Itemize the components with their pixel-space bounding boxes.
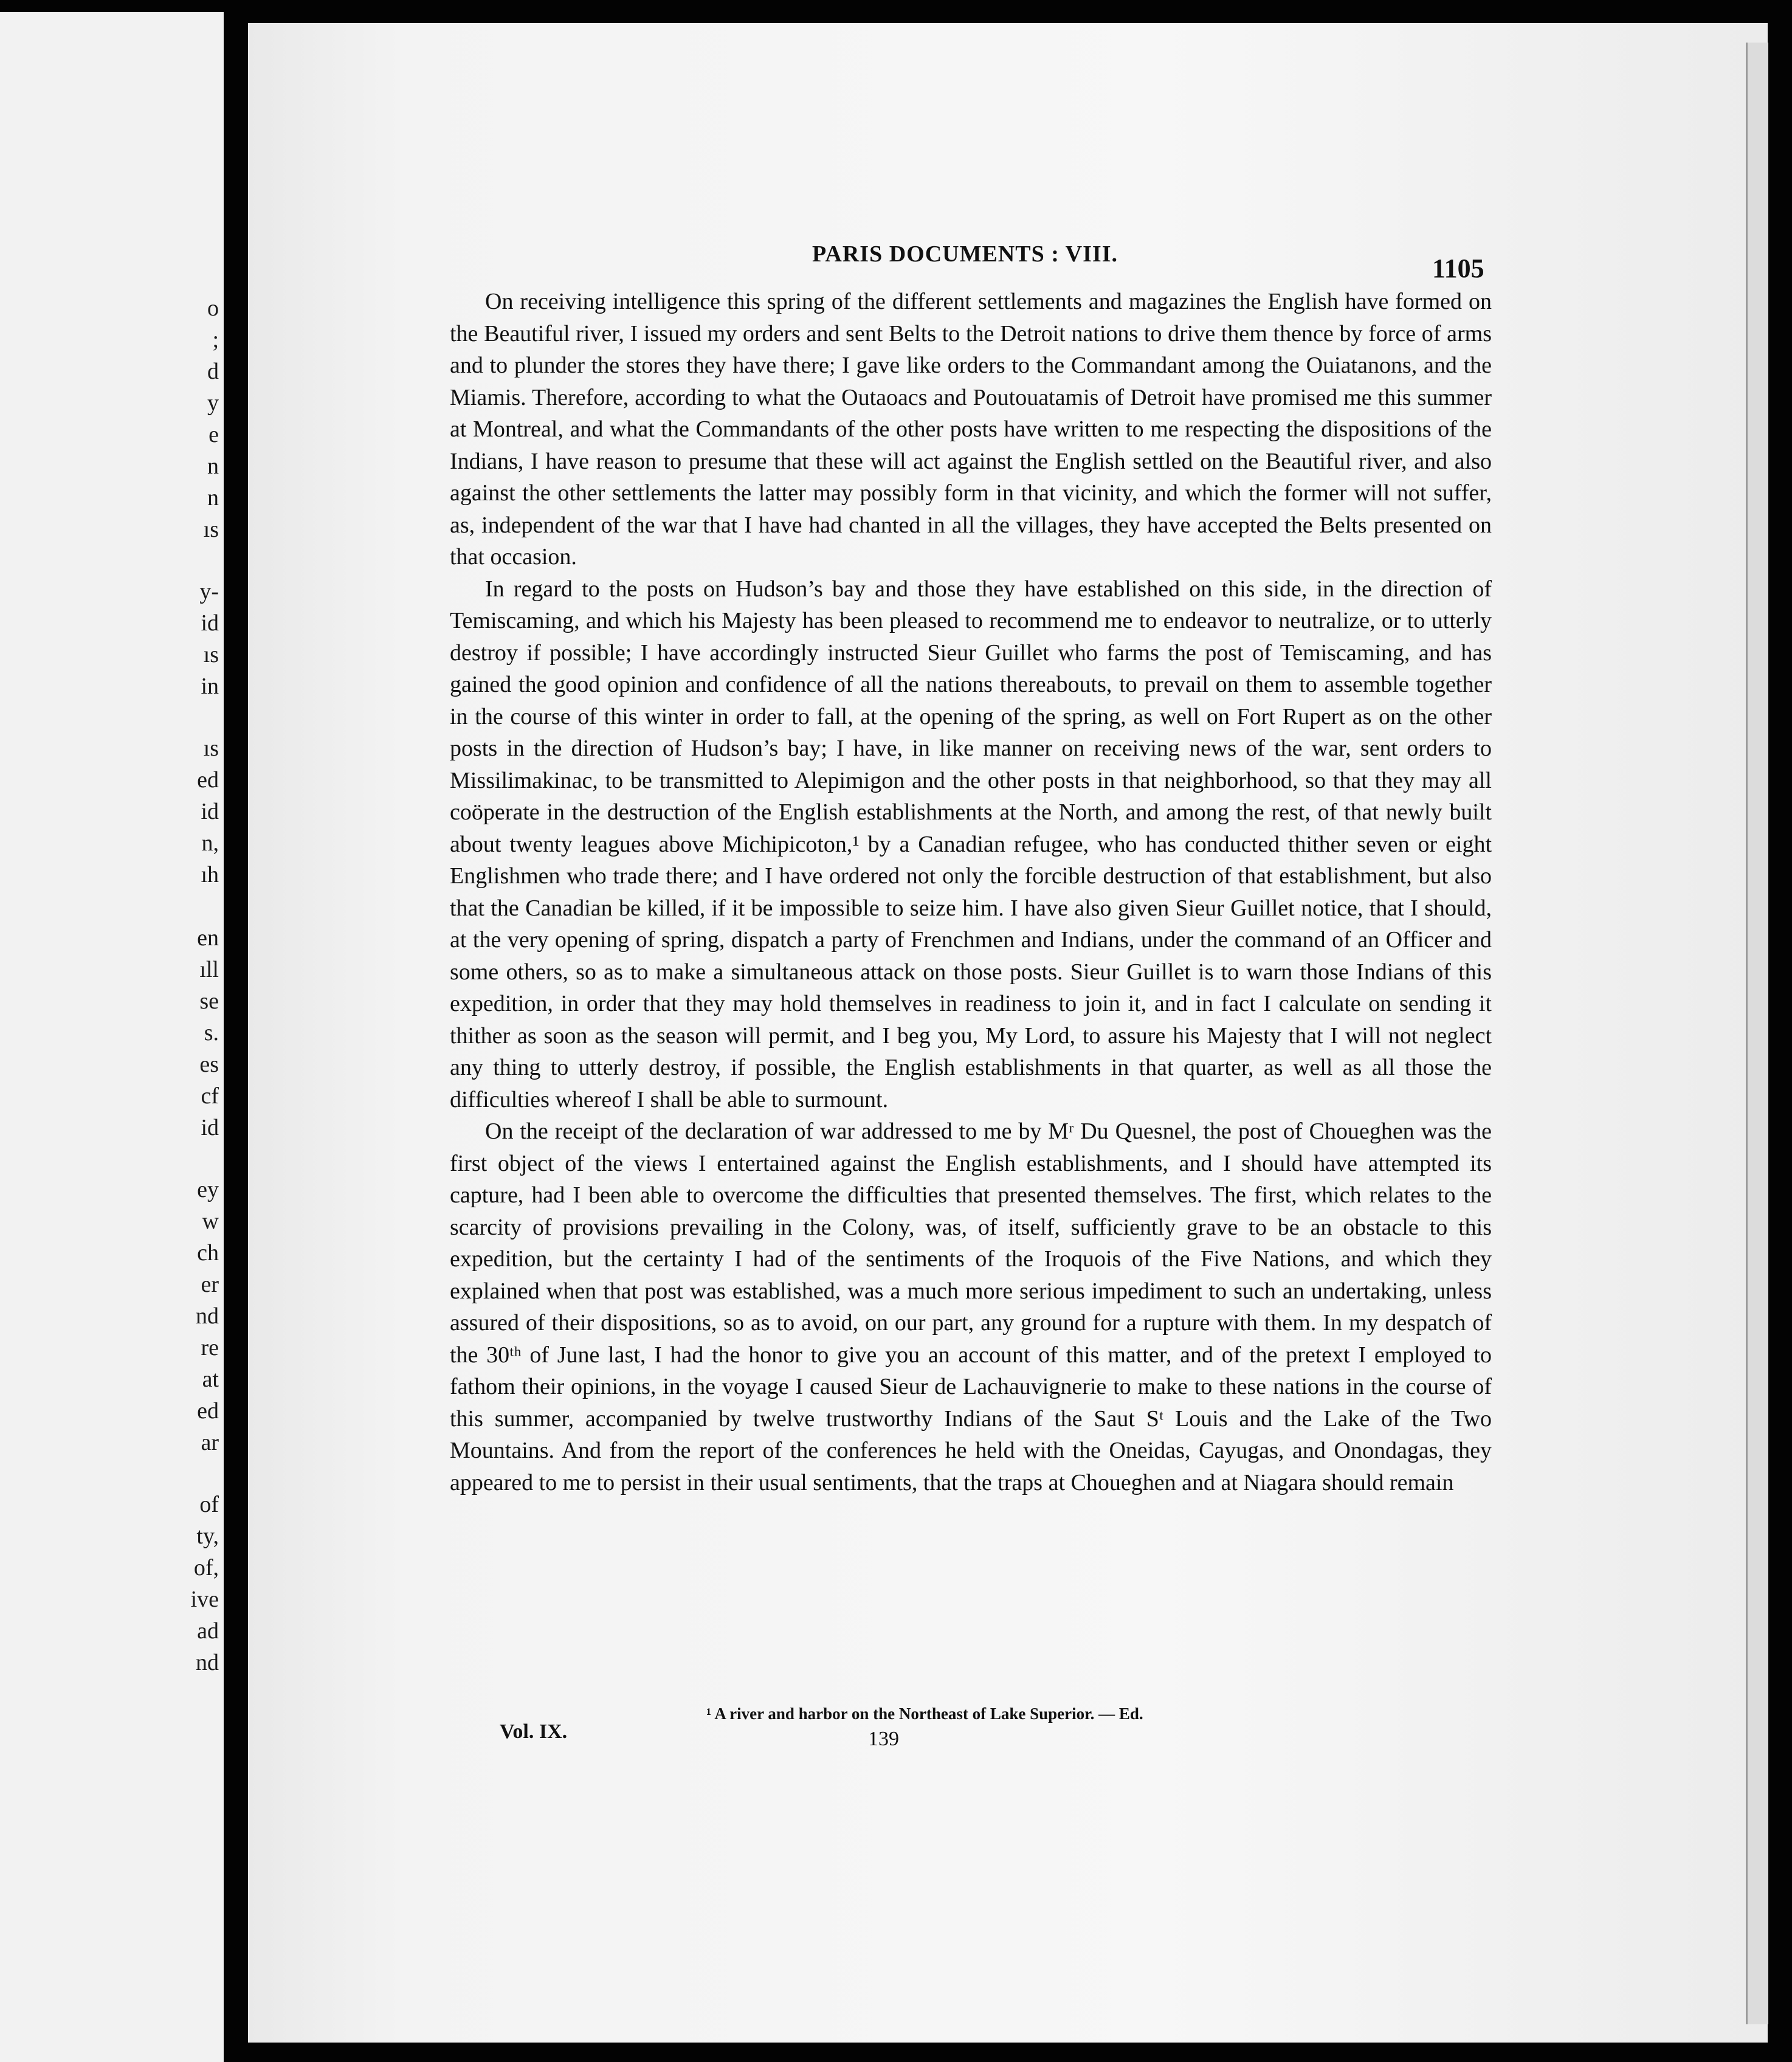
left-page-fragment: nd: [196, 1303, 219, 1329]
volume-label: Vol. IX.: [500, 1720, 568, 1743]
left-page-fragment: ed: [197, 767, 219, 793]
left-page-fragment: e: [208, 422, 219, 447]
left-page-fragment: y-: [199, 579, 219, 604]
running-head: PARIS DOCUMENTS : VIII.: [812, 241, 1118, 267]
left-page-fragment: ar: [201, 1430, 219, 1455]
left-page-fragment: cf: [201, 1083, 219, 1109]
left-page-fragment: er: [201, 1272, 219, 1297]
left-page-fragment: id: [201, 610, 219, 636]
left-page-fragment: ad: [197, 1618, 219, 1644]
left-page-fragment: nd: [196, 1650, 219, 1675]
page-edge: [1746, 43, 1768, 2024]
left-page-fragment: of: [199, 1492, 219, 1517]
left-page-fragment: en: [197, 925, 219, 951]
left-page-fragment: at: [202, 1367, 219, 1392]
left-facing-page: [0, 12, 224, 2062]
left-page-fragment: y: [207, 390, 219, 416]
left-page-fragment: s.: [204, 1020, 219, 1046]
left-page-fragment: n,: [201, 830, 219, 856]
left-page-fragment: id: [201, 799, 219, 824]
left-page-fragment: n: [207, 485, 219, 511]
left-page-fragment: d: [207, 359, 219, 384]
body-text: [450, 286, 1492, 1498]
left-page-fragment: ed: [197, 1398, 219, 1424]
page-number: 1105: [1432, 253, 1484, 283]
paragraph-2: In regard to the posts on Hudson’s bay and those they have established on this side, in the direction of Temiscaming, and which his Majesty has been pleased to recommend me to endeavor to neutralize, or to utterly destroy if possible; I have accordingly instructed Sieur Guillet who farms the post of Temiscaming, and has gained the good opinion and confidence of all the nations thereabouts, to prevail on them to assemble together in the course of this winter in order to fall, at the opening of the spring, as well on Fort Rupert as on the other posts in the direction of Hudson’s bay; I have, in like manner on receiving news of the war, sent orders to Missilimakinac, to be transmitted to Alepimigon and the other posts in that neighborhood, so that they may all coöperate in the destruction of the English establishments at the North, and among the rest, of that newly built about twenty leagues above Michipicoton,¹ by a Canadian refugee, who has conducted thither seven or eight Englishmen who trade there; and I have ordered not only the forcible destruction of that establishment, but also that the Canadian be killed, if it be impossible to seize him. I have also given Sieur Guillet notice, that I should, at the very opening of spring, dispatch a party of Frenchmen and Indians, under the command of an Officer and some others, so as to make a simultaneous attack on those posts. Sieur Guillet is to warn those Indians of this expedition, in order that they may hold themselves in readiness to join it, and in fact I calculate on sending it thither as soon as the season will permit, and I beg you, My Lord, to assure his Majesty that I will not neglect any thing to utterly destroy, if possible, the English establishments in that quarter, as well as all those the difficulties whereof I shall be able to surmount.: [450, 576, 1492, 1112]
left-page-fragment: ıs: [203, 517, 219, 542]
left-page-fragment: ey: [197, 1177, 219, 1202]
left-page-fragment: se: [199, 988, 219, 1014]
paragraph-3: On the receipt of the declaration of war addressed to me by Mʳ Du Quesnel, the post of Choueghen was the first object of the views I entertained against the English establishments, and I should have attempted its capture, had I been able to overcome the difficulties that presented themselves. The first, which relates to the scarcity of provisions prevailing in the Colony, was, of itself, sufficiently grave to be an obstacle to this expedition, but the certainty I had of the sentiments of the Iroquois of the Five Nations, and which they explained when that post was established, was a much more serious impediment to such an undertaking, unless assured of their dispositions, so as to avoid, on our part, any ground for a rupture with them. In my despatch of the 30ᵗʰ of June last, I had the honor to give you an account of this matter, and of the pretext I employed to fathom their opinions, in the voyage I caused Sieur de Lachauvignerie to make to these nations in the course of this summer, accompanied by twelve trustworthy Indians of the Saut Sᵗ Louis and the Lake of the Two Mountains. And from the report of the conferences he held with the Oneidas, Cayugas, and Onondagas, they appeared to me to persist in their usual sentiments, that the traps at Choueghen and at Niagara should remain: [450, 1119, 1492, 1495]
left-page-fragment: ıll: [199, 957, 219, 982]
left-page-fragment: ıs: [203, 736, 219, 761]
left-page-fragment: ive: [190, 1587, 219, 1612]
left-page-fragment: ch: [197, 1240, 219, 1266]
left-page-fragment: w: [202, 1209, 219, 1234]
left-page-fragment: ty,: [196, 1523, 219, 1549]
left-page-fragment: ıh: [201, 862, 219, 888]
left-page-fragment: n: [207, 453, 219, 479]
footnote: ¹ A river and harbor on the Northeast of Lake Superior. — Ed.: [706, 1705, 1143, 1723]
left-page-fragment: ;: [212, 327, 219, 353]
left-page-fragment: of,: [193, 1555, 219, 1581]
left-page-fragment: ıs: [203, 642, 219, 667]
signature-mark: 139: [868, 1728, 899, 1750]
left-page-fragment: re: [201, 1335, 219, 1360]
left-page-fragment: o: [207, 295, 219, 321]
left-page-fragment: id: [201, 1115, 219, 1140]
left-page-fragment: es: [199, 1052, 219, 1077]
paragraph-1: On receiving intelligence this spring of the different settlements and magazines the English have formed on the Beautiful river, I issued my orders and sent Belts to the Detroit nations to drive them thence by force of arms and to plunder the stores they have there; I gave like orders to the Commandant among the Ouiatanons, and the Miamis. Therefore, according to what the Outaoacs and Poutouatamis of Detroit have promised me this summer at Montreal, and what the Commandants of the other posts have written to me respecting the dispositions of the Indians, I have reason to presume that these will act against the English settled on the Beautiful river, and also against the other settlements the latter may possibly form in that vicinity, and which the former will not suffer, as, independent of the war that I have had chanted in all the villages, they have accepted the Belts presented on that occasion.: [450, 289, 1492, 570]
left-page-fragment: in: [201, 674, 219, 699]
